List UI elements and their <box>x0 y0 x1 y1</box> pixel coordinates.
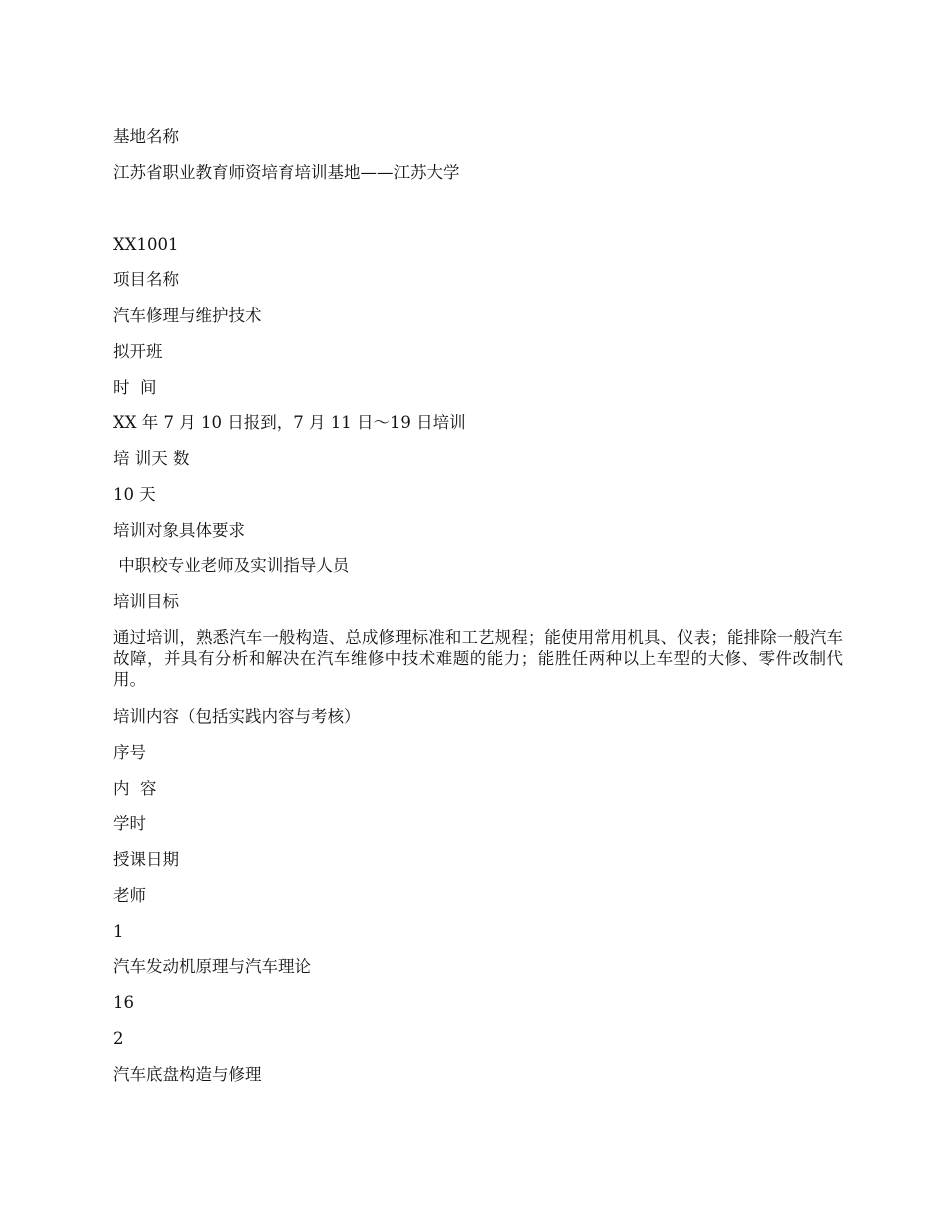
goal-value: 通过培训，熟悉汽车一般构造、总成修理标准和工艺规程；能使用常用机具、仪表；能排除一般汽车故障，并具有分析和解决在汽车维修中技术难题的能力；能胜任两种以上车型的大修、零件改制代用。 <box>113 628 843 689</box>
base-name-label: 基地名称 <box>113 127 179 146</box>
table-row-2-no: 2 <box>113 1029 124 1048</box>
table-row-2-content: 汽车底盘构造与修理 <box>113 1065 262 1084</box>
project-name-label: 项目名称 <box>113 270 179 289</box>
target-label: 培训对象具体要求 <box>113 521 245 540</box>
days-value: 10 天 <box>113 485 156 504</box>
project-code: XX1001 <box>113 235 179 254</box>
goal-label: 培训目标 <box>113 592 179 611</box>
content-label: 培训内容（包括实践内容与考核） <box>113 707 361 726</box>
time-value: XX 年 7 月 10 日报到，7 月 11 日～19 日培训 <box>113 413 466 432</box>
days-label: 培 训天 数 <box>113 449 190 468</box>
table-row-1-content: 汽车发动机原理与汽车理论 <box>113 957 311 976</box>
table-row-1-no: 1 <box>113 922 124 941</box>
table-row-1-hours: 16 <box>113 993 134 1012</box>
planned-class-label: 拟开班 <box>113 342 163 361</box>
table-header-content: 内 容 <box>113 779 157 798</box>
table-header-no: 序号 <box>113 743 146 762</box>
table-header-teacher: 老师 <box>113 886 146 905</box>
base-name-value: 江苏省职业教育师资培育培训基地——江苏大学 <box>113 163 460 182</box>
project-name-value: 汽车修理与维护技术 <box>113 306 262 325</box>
target-value: 中职校专业老师及实训指导人员 <box>113 556 350 575</box>
table-header-date: 授课日期 <box>113 850 179 869</box>
time-label: 时 间 <box>113 378 157 397</box>
table-header-hours: 学时 <box>113 814 146 833</box>
